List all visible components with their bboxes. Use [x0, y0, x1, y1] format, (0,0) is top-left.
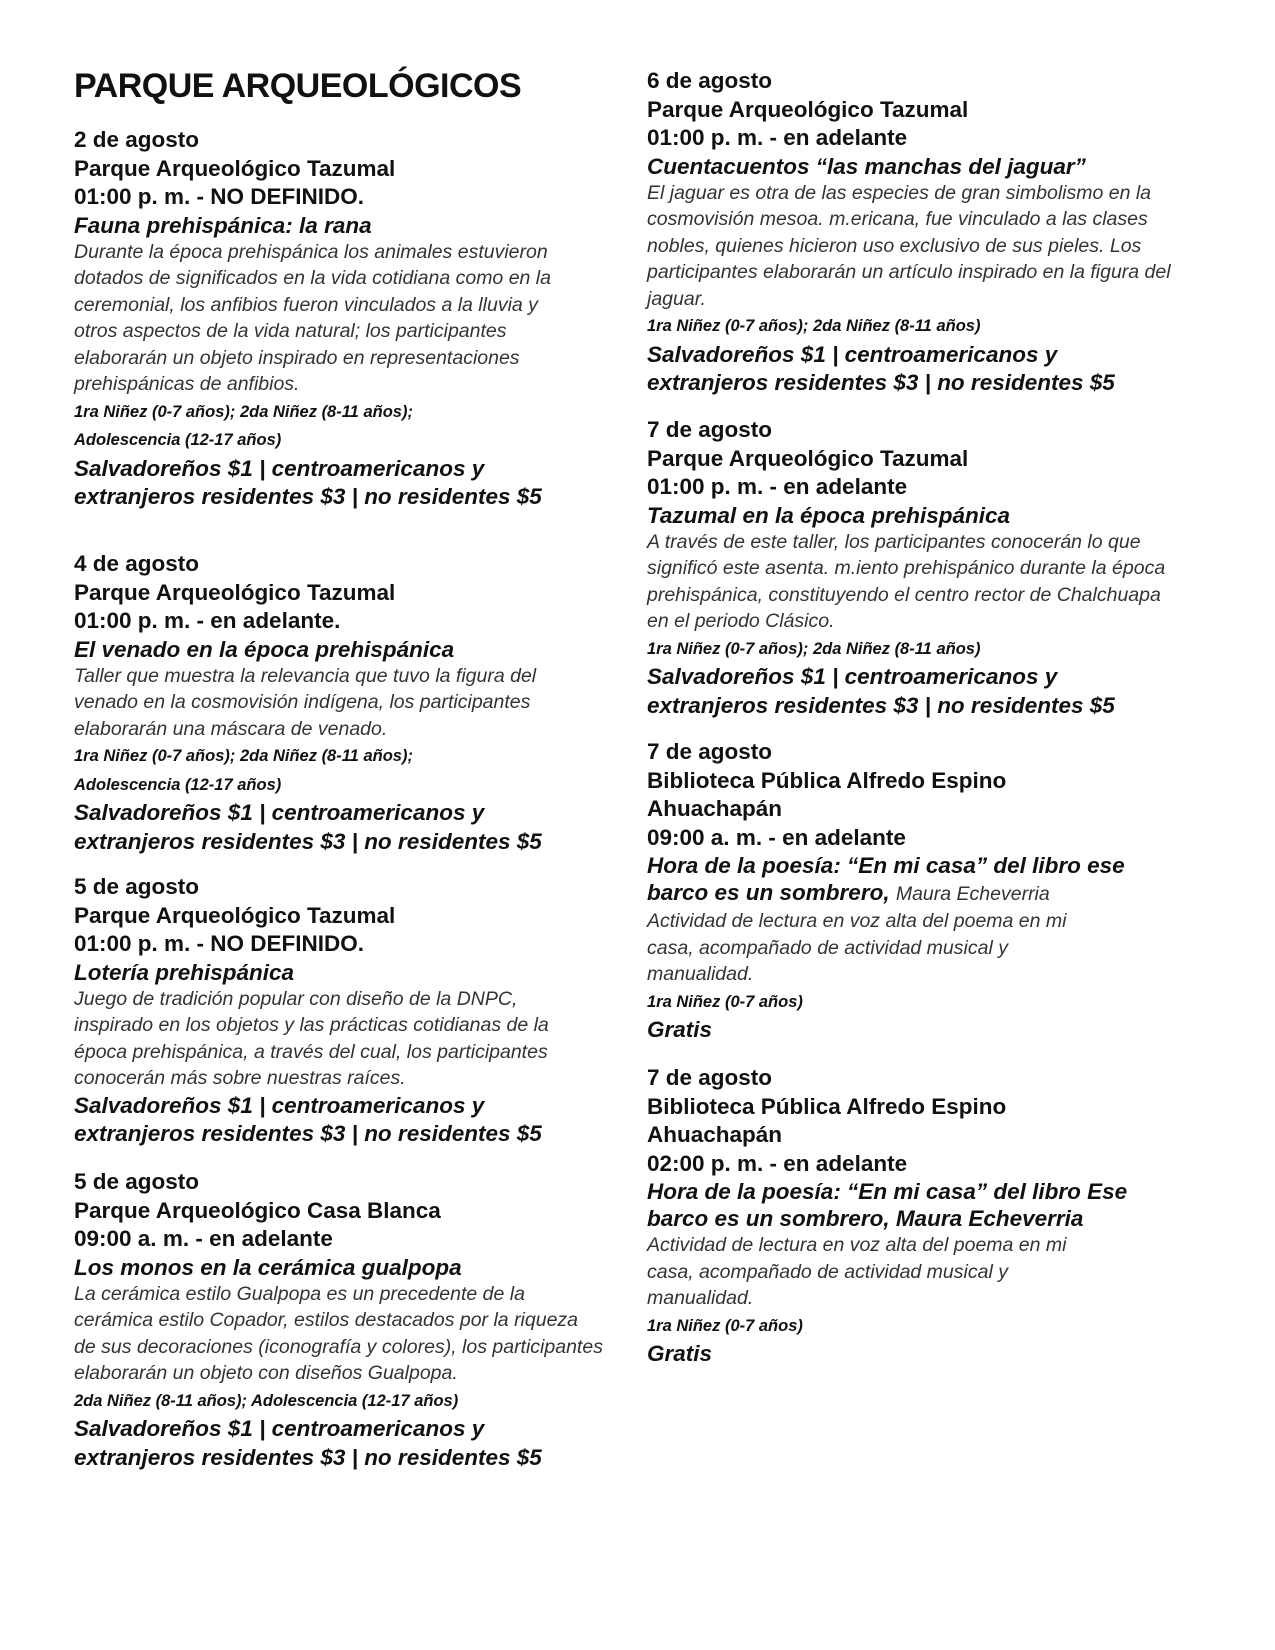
- event-title: El venado en la época prehispánica: [74, 636, 455, 662]
- event-description: A través de este taller, los participantes conocerán lo que significó este asenta. m.iento prehispánico durante la época prehispánica, constituyendo el centro rector de Chalchuapa en el periodo Clásico.: [647, 530, 1166, 632]
- event-entry: [647, 738, 1167, 1045]
- event-time: 01:00 p. m. - en adelante.: [74, 608, 341, 633]
- event-date: 2 de agosto: [74, 127, 200, 152]
- event-title: Tazumal en la época prehispánica: [647, 502, 1011, 528]
- event-time: 02:00 p. m. - en adelante: [647, 1150, 908, 1176]
- event-description: Taller que muestra la relevancia que tuvo la figura del venado en la cosmovisión indígena, los participantes elaborarán una máscara de venado.: [74, 664, 537, 740]
- event-time: 09:00 a. m. - en adelante: [74, 1226, 333, 1251]
- event-title: Fauna prehispánica: la rana: [74, 212, 372, 238]
- event-price: Salvadoreños $1 | centroamericanos y extranjeros residentes $3 | no residentes $5: [647, 341, 1115, 395]
- event-price: Gratis: [647, 1341, 713, 1366]
- event-title: Hora de la poesía: “En mi casa” del libro ese barco es un sombrero,: [647, 853, 1125, 905]
- event-audience: 1ra Niñez (0-7 años); 2da Niñez (8-11 años); Adolescencia (12-17 años): [74, 402, 413, 449]
- event-date: 7 de agosto: [647, 739, 773, 764]
- event-description: El jaguar es otra de las especies de gran simbolismo en la cosmovisión mesoa. m.ericana, fue vinculado a las clases nobles, quienes hicieron uso exclusivo de sus pieles. Los participantes elaborarán un artículo inspirado en la figura del jaguar.: [647, 181, 1171, 310]
- event-description: Juego de tradición popular con diseño de la DNPC, inspirado en los objetos y las prácticas cotidianas de la época prehispánica, a través del cual, los participantes conocerán más sobre nuestras raíces.: [74, 987, 549, 1089]
- event-entry: [74, 126, 594, 512]
- event-time: 09:00 a. m. - en adelante: [647, 824, 906, 850]
- event-venue: Parque Arqueológico Tazumal: [74, 579, 396, 605]
- event-entry: [647, 416, 1187, 720]
- event-price: Salvadoreños $1 | centroamericanos y extranjeros residentes $3 | no residentes $5: [74, 455, 542, 509]
- event-date: 4 de agosto: [74, 551, 200, 576]
- event-date: 7 de agosto: [647, 1065, 773, 1090]
- event-description: La cerámica estilo Gualpopa es un precedente de la cerámica estilo Copador, estilos destacados por la riqueza de sus decoraciones (iconografía y colores), los participantes elaborarán un objeto con diseños Gualpopa.: [74, 1282, 603, 1384]
- event-venue: Biblioteca Pública Alfredo Espino Ahuachapán: [647, 767, 1007, 821]
- event-date: 5 de agosto: [74, 1169, 200, 1194]
- event-venue: Parque Arqueológico Tazumal: [74, 902, 396, 928]
- event-venue: Parque Arqueológico Tazumal: [74, 155, 396, 181]
- event-price: Salvadoreños $1 | centroamericanos y extranjeros residentes $3 | no residentes $5: [74, 800, 542, 854]
- event-venue: Parque Arqueológico Casa Blanca: [74, 1197, 441, 1223]
- event-audience: 1ra Niñez (0-7 años); 2da Niñez (8-11 años): [647, 639, 981, 658]
- event-title: Los monos en la cerámica gualpopa: [74, 1254, 462, 1280]
- event-entry: [647, 1064, 1167, 1369]
- event-price: Salvadoreños $1 | centroamericanos y extranjeros residentes $3 | no residentes $5: [74, 1092, 542, 1146]
- event-entry: [74, 1168, 604, 1472]
- event-description: Actividad de lectura en voz alta del poema en mi casa, acompañado de actividad musical y manualidad.: [647, 1234, 1067, 1309]
- event-date: 6 de agosto: [647, 68, 773, 93]
- event-entry: [74, 873, 594, 1149]
- event-title: Hora de la poesía: “En mi casa” del libro Ese barco es un sombrero, Maura Echeverria: [647, 1179, 1128, 1231]
- event-audience: 2da Niñez (8-11 años); Adolescencia (12-17 años): [74, 1391, 459, 1410]
- event-description: Actividad de lectura en voz alta del poema en mi casa, acompañado de actividad musical y manualidad.: [647, 910, 1067, 985]
- event-date: 7 de agosto: [647, 417, 773, 442]
- event-description: Durante la época prehispánica los animales estuvieron dotados de significados en la vida cotidiana como en la ceremonial, los anfibios fueron vinculados a la lluvia y otros aspectos de la vida natural; los participantes elaborarán un objeto inspirado en representaciones prehispánicas de anfibios.: [74, 240, 551, 395]
- event-entry: [74, 550, 594, 856]
- event-title: Lotería prehispánica: [74, 959, 295, 985]
- event-title: Cuentacuentos “las manchas del jaguar”: [647, 153, 1086, 179]
- event-audience: 1ra Niñez (0-7 años): [647, 992, 803, 1011]
- event-price: Salvadoreños $1 | centroamericanos y extranjeros residentes $3 | no residentes $5: [647, 664, 1115, 718]
- event-audience: 1ra Niñez (0-7 años): [647, 1316, 803, 1335]
- event-price: Salvadoreños $1 | centroamericanos y extranjeros residentes $3 | no residentes $5: [74, 1416, 542, 1470]
- event-time: 01:00 p. m. - NO DEFINIDO.: [74, 931, 365, 956]
- event-time: 01:00 p. m. - NO DEFINIDO.: [74, 184, 365, 209]
- event-author: Maura Echeverria: [895, 883, 1050, 905]
- event-audience: 1ra Niñez (0-7 años); 2da Niñez (8-11 años): [647, 317, 981, 335]
- event-venue: Parque Arqueológico Tazumal: [647, 96, 969, 122]
- event-audience: 1ra Niñez (0-7 años); 2da Niñez (8-11 años); Adolescencia (12-17 años): [74, 747, 413, 794]
- event-venue: Biblioteca Pública Alfredo Espino Ahuachapán: [647, 1093, 1007, 1147]
- event-time: 01:00 p. m. - en adelante: [647, 125, 908, 150]
- event-time: 01:00 p. m. - en adelante: [647, 474, 908, 499]
- event-date: 5 de agosto: [74, 874, 200, 899]
- event-venue: Parque Arqueológico Tazumal: [647, 445, 969, 471]
- page-title: PARQUE ARQUEOLÓGICOS: [74, 67, 522, 105]
- event-price: Gratis: [647, 1017, 713, 1042]
- event-entry: [647, 67, 1187, 398]
